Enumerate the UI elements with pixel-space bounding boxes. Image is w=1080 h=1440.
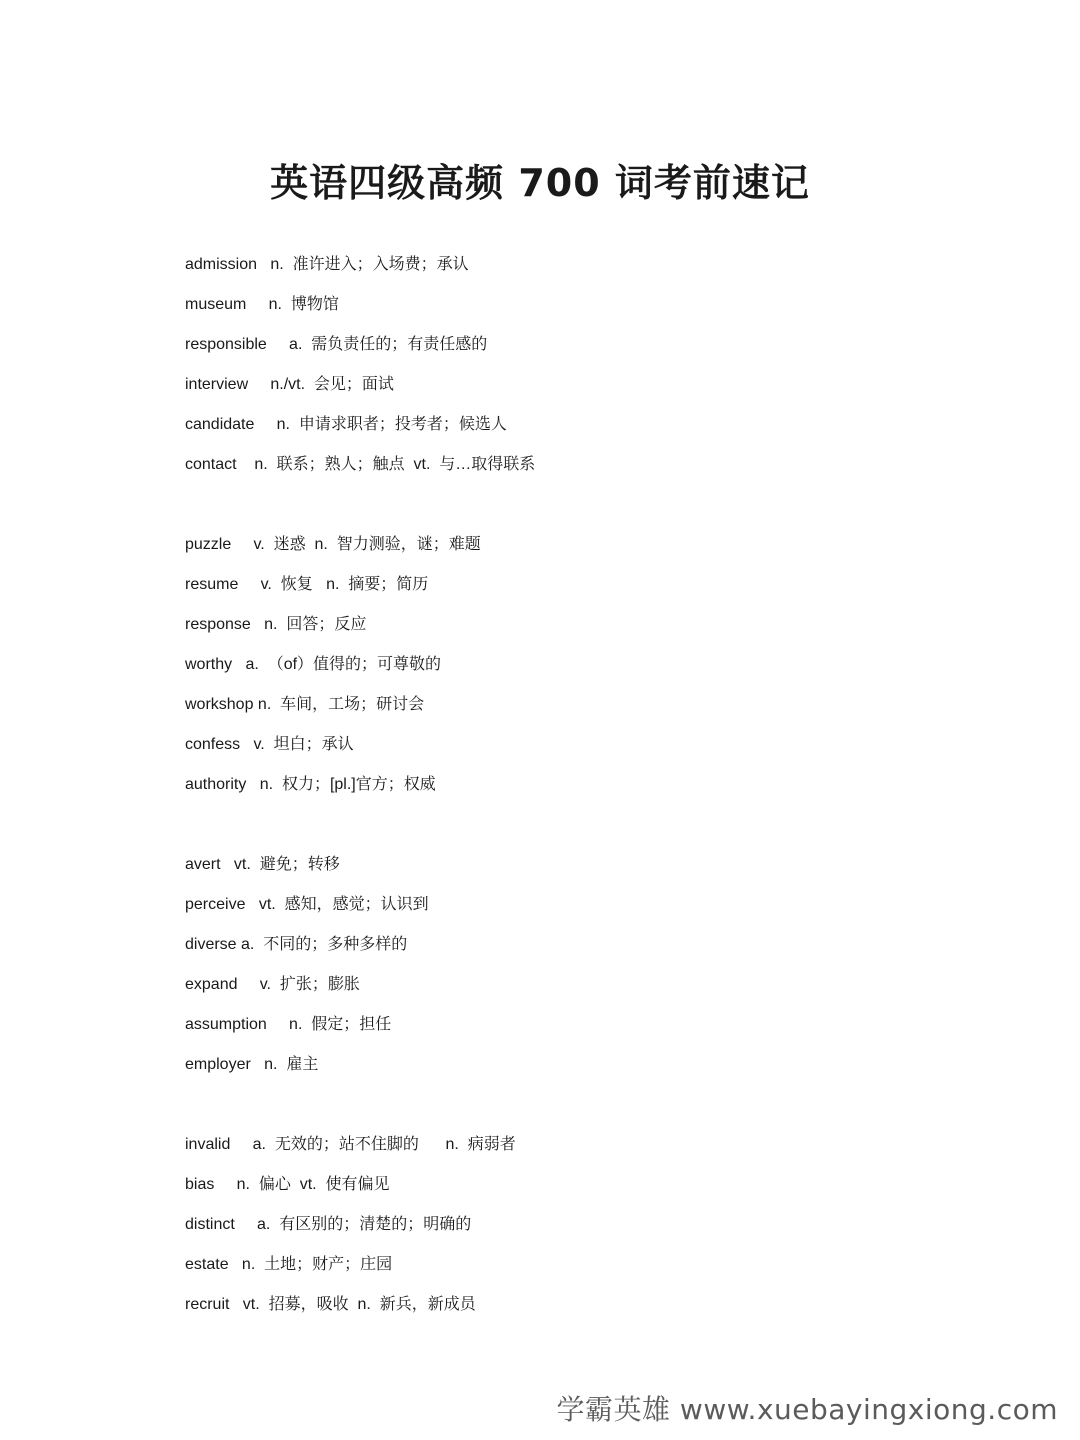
site-watermark: 学霸英雄 www.xuebayingxiong.com [556, 1393, 1058, 1426]
vocab-entry: estate n. 土地；财产；庄园 [185, 1256, 393, 1273]
vocab-entry: confess v. 坦白；承认 [185, 736, 354, 753]
vocab-entry: worthy a. （of）值得的；可尊敬的 [185, 656, 442, 673]
vocab-entry: responsible a. 需负责任的；有责任感的 [185, 336, 488, 353]
vocab-entry: avert vt. 避免；转移 [185, 856, 340, 873]
page-title: 英语四级高频 700 词考前速记 [270, 161, 810, 205]
vocab-group-3 [185, 850, 1005, 1090]
vocab-entry: response n. 回答；反应 [185, 616, 367, 633]
vocab-entry: museum n. 博物馆 [185, 296, 339, 313]
vocab-entry: perceive vt. 感知，感觉；认识到 [185, 896, 429, 913]
vocab-group-1 [185, 250, 1005, 490]
vocab-entry: invalid a. 无效的；站不住脚的 n. 病弱者 [185, 1136, 516, 1153]
vocab-entry: bias n. 偏心 vt. 使有偏见 [185, 1176, 390, 1193]
vocab-entry: admission n. 准许进入；入场费；承认 [185, 256, 469, 273]
vocab-entry: interview n./vt. 会见；面试 [185, 376, 394, 393]
vocab-group-2 [185, 530, 1005, 810]
vocab-entry: expand v. 扩张；膨胀 [185, 976, 360, 993]
vocab-entry: contact n. 联系；熟人；触点 vt. 与…取得联系 [185, 456, 536, 473]
vocab-entry: distinct a. 有区别的；清楚的；明确的 [185, 1216, 472, 1233]
vocab-entry: workshop n. 车间，工场；研讨会 [185, 696, 425, 713]
vocab-entry: diverse a. 不同的；多种多样的 [185, 936, 408, 953]
vocab-entry: recruit vt. 招募，吸收 n. 新兵，新成员 [185, 1296, 476, 1313]
vocab-group-4 [185, 1130, 1005, 1330]
vocab-entry: resume v. 恢复 n. 摘要；简历 [185, 576, 429, 593]
vocab-entry: puzzle v. 迷惑 n. 智力测验，谜；难题 [185, 536, 481, 553]
vocab-entry: authority n. 权力；[pl.]官方；权威 [185, 776, 436, 793]
vocabulary-list [185, 250, 1005, 1330]
vocab-entry: candidate n. 申请求职者；投考者；候选人 [185, 416, 507, 433]
vocab-entry: assumption n. 假定；担任 [185, 1016, 392, 1033]
vocab-entry: employer n. 雇主 [185, 1056, 319, 1073]
